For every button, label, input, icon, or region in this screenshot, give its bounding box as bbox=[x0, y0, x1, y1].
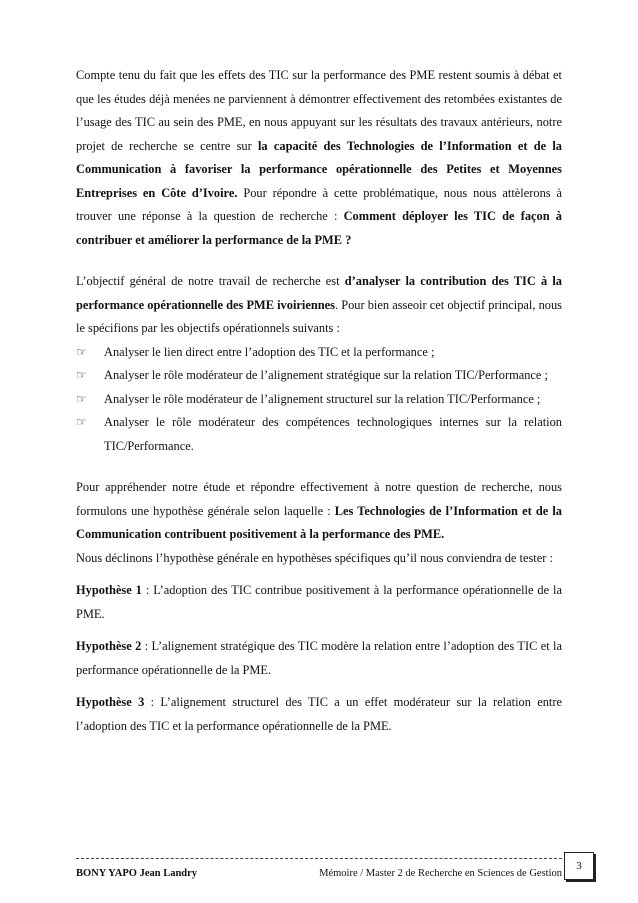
research-question: Comment déployer les TIC de façon à contribuer et améliorer la performance de la PME ? bbox=[76, 209, 562, 247]
list-item: ☞ Analyser le rôle modérateur des compétences technologiques internes sur la relation TIC/Performance. bbox=[76, 411, 562, 458]
pointing-hand-icon: ☞ bbox=[76, 344, 87, 359]
hypothesis-paragraph: Pour appréhender notre étude et répondre effectivement à notre question de recherche, nous formulons une hypothèse générale selon laquelle : Les Technologies de l’Information et de la Communication contribuent positivement à la performance des PME. bbox=[76, 480, 562, 541]
footer-thesis: Mémoire / Master 2 de Recherche en Sciences de Gestion bbox=[319, 868, 562, 879]
pointing-hand-icon: ☞ bbox=[76, 391, 87, 406]
general-objective: d’analyser la contribution des TIC à la performance opérationnelle des PME ivoiriennes bbox=[76, 274, 562, 312]
page-number: 3 bbox=[564, 852, 594, 880]
list-item: ☞ Analyser le lien direct entre l’adoption des TIC et la performance ; bbox=[76, 341, 562, 365]
list-item: ☞ Analyser le rôle modérateur de l’alignement stratégique sur la relation TIC/Performance ; bbox=[76, 364, 562, 388]
footer-divider bbox=[76, 858, 562, 859]
intro-paragraph: Compte tenu du fait que les effets des TIC sur la performance des PME restent soumis à débat et que les études déjà menées ne parviennent à démontrer effectivement des retombées existantes de l’usage des TIC au sein des PME, en nous appuyant sur les résultats des travaux antérieurs, notre projet de recherche se centre sur la capacité des Technologies de l’Information et de la Communication à favoriser la performance opérationnelle des Petites et Moyennes Entreprises en Côte d’Ivoire. Pour répondre à cette problématique, nous nous attèlerons à trouver une réponse à la question de recherche : Comment déployer les TIC de façon à contribuer et améliorer la performance de la PME ? bbox=[76, 68, 562, 247]
general-hypothesis: Les Technologies de l’Information et de la Communication contribuent positivement à la performance des PME. bbox=[76, 503, 562, 541]
hypothesis-3: Hypothèse 3 : L’alignement structurel des TIC a un effet modérateur sur la relation entre l’adoption des TIC et la performance opérationnelle de la PME. bbox=[76, 695, 562, 733]
objective-paragraph: L’objectif général de notre travail de recherche est d’analyser la contribution des TIC à la performance opérationnelle des PME ivoiriennes. Pour bien asseoir cet objectif principal, nous le spécifions par les objectifs opérationnels suivants : bbox=[76, 274, 562, 335]
list-item: ☞ Analyser le rôle modérateur de l’alignement structurel sur la relation TIC/Performance ; bbox=[76, 388, 562, 412]
hypotheses-intro: Nous déclinons l’hypothèse générale en hypothèses spécifiques qu’il nous conviendra de tester : bbox=[76, 550, 553, 565]
pointing-hand-icon: ☞ bbox=[76, 415, 87, 429]
pointing-hand-icon: ☞ bbox=[76, 368, 87, 382]
page-body bbox=[76, 64, 562, 738]
footer-author: BONY YAPO Jean Landry bbox=[76, 868, 198, 879]
research-focus: la capacité des Technologies de l’Information et de la Communication à favoriser la performance opérationnelle des Petites et Moyennes Entreprises en Côte d’Ivoire. bbox=[76, 138, 562, 200]
objectives-list bbox=[76, 341, 562, 459]
hypothesis-1: Hypothèse 1 : L’adoption des TIC contribue positivement à la performance opérationnelle de la PME. bbox=[76, 583, 562, 621]
hypothesis-2: Hypothèse 2 : L’alignement stratégique des TIC modère la relation entre l’adoption des TIC et la performance opérationnelle de la PME. bbox=[76, 639, 562, 677]
